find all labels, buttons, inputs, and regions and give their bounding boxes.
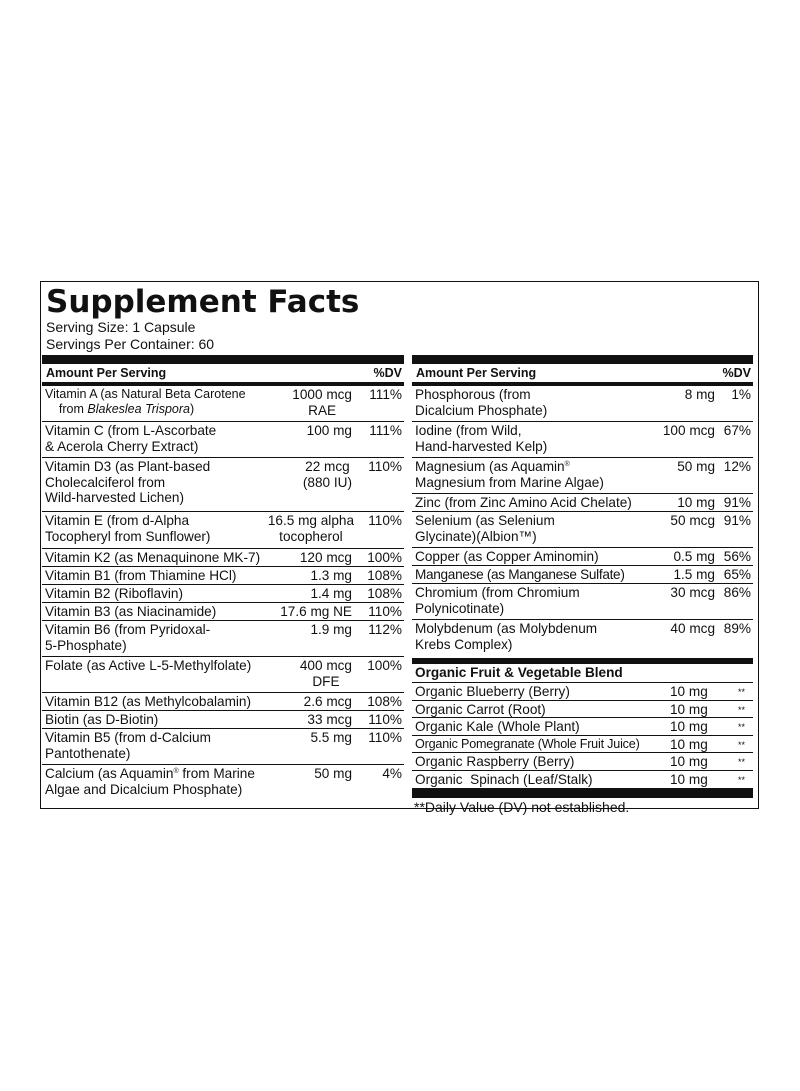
nutrient-dv: 100% bbox=[367, 658, 402, 673]
nutrient-name: Biotin (as D-Biotin) bbox=[45, 712, 159, 727]
nutrient-name: Vitamin A (as Natural Beta Carotene from Blakeslea Trispora) bbox=[45, 387, 246, 416]
nutrient-dv: 110% bbox=[368, 604, 402, 619]
nutrient-amount: 2.6 mcg bbox=[303, 694, 352, 709]
column-header bbox=[42, 364, 404, 386]
nutrient-amount: 1.3 mg bbox=[310, 568, 352, 583]
nutrient-row-vitamin-b12 bbox=[42, 693, 404, 711]
left-column bbox=[42, 355, 404, 801]
blend-item-amount: 10 mg bbox=[670, 719, 708, 734]
blend-item-dv: ** bbox=[737, 757, 745, 767]
nutrient-name: Vitamin K2 (as Menaquinone MK-7) bbox=[45, 550, 261, 565]
nutrient-row-vitamin-c bbox=[42, 422, 404, 458]
amount-per-serving-header: Amount Per Serving bbox=[46, 366, 167, 380]
nutrient-dv: 12% bbox=[723, 459, 751, 474]
panel-title: Supplement Facts bbox=[46, 284, 360, 320]
nutrient-amount: 50 mcg bbox=[670, 513, 715, 528]
blend-item-amount: 10 mg bbox=[670, 736, 708, 752]
nutrient-name: Folate (as Active L-5-Methylfolate) bbox=[45, 658, 252, 673]
nutrient-row-vitamin-d3 bbox=[42, 458, 404, 512]
nutrient-row-vitamin-b2 bbox=[42, 585, 404, 603]
nutrient-row-vitamin-e bbox=[42, 512, 404, 549]
nutrient-amount: 50 mg bbox=[314, 766, 352, 781]
nutrient-dv: 110% bbox=[368, 730, 402, 745]
nutrient-row-selenium bbox=[412, 512, 753, 548]
nutrient-name: Calcium (as Aquamin® from Marine Algae and Dicalcium Phosphate) bbox=[45, 766, 255, 797]
nutrient-name: Copper (as Copper Aminomin) bbox=[415, 549, 599, 564]
nutrient-name: Vitamin C (from L-Ascorbate & Acerola Cherry Extract) bbox=[45, 423, 217, 454]
nutrient-row-copper bbox=[412, 548, 753, 566]
nutrient-amount: 0.5 mg bbox=[673, 549, 715, 564]
blend-row-raspberry bbox=[412, 753, 753, 771]
nutrient-dv: 56% bbox=[723, 549, 751, 564]
supplement-facts-panel bbox=[40, 281, 759, 815]
nutrient-amount: 8 mg bbox=[684, 387, 715, 402]
nutrient-name: Vitamin D3 (as Plant-based Cholecalciferol from Wild-harvested Lichen) bbox=[45, 459, 211, 505]
nutrient-amount: 120 mcg bbox=[299, 550, 352, 565]
nutrient-name: Vitamin B1 (from Thiamine HCl) bbox=[45, 568, 237, 583]
nutrient-amount: 1.4 mg bbox=[310, 586, 352, 601]
nutrient-name: Vitamin B5 (from d-Calcium Pantothenate) bbox=[45, 730, 211, 761]
nutrient-name: Vitamin B6 (from Pyridoxal- 5-Phosphate) bbox=[45, 622, 211, 653]
nutrient-dv: 65% bbox=[723, 567, 751, 582]
nutrient-amount: 30 mcg bbox=[670, 585, 715, 600]
nutrient-amount: 16.5 mg alpha tocopherol bbox=[267, 513, 354, 544]
nutrient-dv: 111% bbox=[369, 423, 402, 438]
footnote: **Daily Value (DV) not established. bbox=[414, 799, 630, 815]
blend-item-amount: 10 mg bbox=[670, 684, 708, 699]
nutrient-dv: 67% bbox=[723, 423, 751, 438]
bottom-rule bbox=[412, 788, 753, 798]
nutrient-row-folate bbox=[42, 657, 404, 693]
nutrient-row-chromium bbox=[412, 584, 753, 620]
blend-title: Organic Fruit & Vegetable Blend bbox=[412, 664, 753, 683]
nutrient-name: Molybdenum (as Molybdenum Krebs Complex) bbox=[415, 621, 598, 652]
nutrient-name: Iodine (from Wild, Hand-harvested Kelp) bbox=[415, 423, 548, 454]
blend-row-blueberry bbox=[412, 683, 753, 701]
nutrient-row-magnesium bbox=[412, 458, 753, 494]
blend-item-amount: 10 mg bbox=[670, 771, 708, 787]
nutrient-dv: 108% bbox=[367, 694, 402, 709]
nutrient-name: Magnesium (as Aquamin® Magnesium from Marine Algae) bbox=[415, 459, 604, 490]
top-rule bbox=[42, 355, 404, 364]
nutrient-dv: 91% bbox=[723, 495, 751, 510]
blend-row-spinach bbox=[412, 771, 753, 789]
nutrient-amount: 22 mcg (880 IU) bbox=[302, 459, 352, 490]
nutrient-dv: 108% bbox=[367, 586, 402, 601]
blend-row-kale bbox=[412, 718, 753, 736]
dv-header: %DV bbox=[373, 366, 402, 380]
nutrient-name: Phosphorous (from Dicalcium Phosphate) bbox=[415, 387, 548, 418]
blend-item-name: Organic Carrot (Root) bbox=[415, 701, 546, 717]
nutrient-row-vitamin-b5 bbox=[42, 729, 404, 765]
nutrient-name: Zinc (from Zinc Amino Acid Chelate) bbox=[415, 495, 632, 510]
nutrient-row-vitamin-a bbox=[42, 386, 404, 422]
nutrient-dv: 4% bbox=[382, 766, 402, 781]
nutrient-dv: 89% bbox=[723, 621, 751, 636]
nutrient-name: Vitamin E (from d-Alpha Tocopheryl from Sunflower) bbox=[45, 513, 211, 544]
blend-item-amount: 10 mg bbox=[670, 701, 708, 717]
nutrient-name: Manganese (as Manganese Sulfate) bbox=[415, 567, 625, 582]
dv-header: %DV bbox=[722, 366, 751, 380]
nutrient-dv: 110% bbox=[368, 712, 402, 727]
nutrient-name: Selenium (as Selenium Glycinate)(Albion™) bbox=[415, 513, 555, 544]
nutrient-name: Vitamin B2 (Riboflavin) bbox=[45, 586, 184, 601]
nutrient-amount: 50 mg bbox=[677, 459, 715, 474]
nutrient-amount: 10 mg bbox=[677, 495, 715, 510]
nutrient-row-vitamin-b1 bbox=[42, 567, 404, 585]
nutrient-name: Vitamin B12 (as Methylcobalamin) bbox=[45, 694, 252, 709]
blend-row-carrot bbox=[412, 701, 753, 719]
nutrient-name: Chromium (from Chromium Polynicotinate) bbox=[415, 585, 580, 616]
blend-item-name: Organic Pomegranate (Whole Fruit Juice) bbox=[415, 736, 640, 751]
nutrient-amount: 17.6 mg NE bbox=[280, 604, 352, 619]
blend-item-name: Organic Spinach (Leaf/Stalk) bbox=[415, 771, 593, 787]
serving-size: Serving Size: 1 Capsule bbox=[46, 319, 196, 335]
nutrient-dv: 111% bbox=[369, 387, 402, 402]
nutrient-amount: 1.9 mg bbox=[310, 622, 352, 637]
nutrient-amount: 1.5 mg bbox=[673, 567, 715, 582]
nutrient-row-zinc bbox=[412, 494, 753, 512]
nutrient-row-vitamin-b6 bbox=[42, 621, 404, 657]
column-header bbox=[412, 364, 753, 386]
nutrient-row-vitamin-b3 bbox=[42, 603, 404, 621]
blend-item-dv: ** bbox=[737, 704, 745, 715]
nutrient-amount: 100 mcg bbox=[662, 423, 715, 438]
nutrient-dv: 100% bbox=[367, 550, 402, 565]
right-column bbox=[412, 355, 753, 815]
top-rule bbox=[412, 355, 753, 364]
nutrient-dv: 110% bbox=[368, 459, 402, 474]
nutrient-amount: 40 mcg bbox=[670, 621, 715, 636]
nutrient-amount: 400 mcg DFE bbox=[299, 658, 352, 689]
nutrient-row-manganese bbox=[412, 566, 753, 584]
blend-item-name: Organic Raspberry (Berry) bbox=[415, 754, 575, 769]
nutrient-dv: 112% bbox=[368, 622, 402, 637]
servings-per-container: Servings Per Container: 60 bbox=[46, 336, 215, 352]
nutrient-amount: 1000 mcg RAE bbox=[292, 387, 352, 418]
nutrient-row-molybdenum bbox=[412, 620, 753, 656]
nutrient-dv: 91% bbox=[723, 513, 751, 528]
blend-item-dv: ** bbox=[737, 739, 745, 750]
nutrient-dv: 108% bbox=[367, 568, 402, 583]
blend-item-name: Organic Blueberry (Berry) bbox=[415, 684, 570, 699]
blend-row-pomegranate bbox=[412, 736, 753, 754]
nutrient-name: Vitamin B3 (as Niacinamide) bbox=[45, 604, 217, 619]
nutrient-row-biotin bbox=[42, 711, 404, 729]
nutrient-row-calcium bbox=[42, 765, 404, 801]
blend-item-dv: ** bbox=[737, 774, 745, 785]
nutrient-row-iodine bbox=[412, 422, 753, 458]
nutrient-dv: 86% bbox=[723, 585, 751, 600]
nutrient-row-phosphorous bbox=[412, 386, 753, 422]
blend-item-amount: 10 mg bbox=[670, 754, 708, 769]
nutrient-dv: 110% bbox=[368, 513, 402, 528]
amount-per-serving-header: Amount Per Serving bbox=[416, 366, 537, 380]
blend-item-name: Organic Kale (Whole Plant) bbox=[415, 719, 580, 734]
blend-item-dv: ** bbox=[737, 687, 745, 697]
nutrient-amount: 33 mcg bbox=[307, 712, 352, 727]
blend-item-dv: ** bbox=[737, 722, 745, 732]
nutrient-amount: 100 mg bbox=[306, 423, 352, 438]
nutrient-amount: 5.5 mg bbox=[310, 730, 352, 745]
nutrient-row-vitamin-k2 bbox=[42, 549, 404, 567]
nutrient-dv: 1% bbox=[731, 387, 751, 402]
